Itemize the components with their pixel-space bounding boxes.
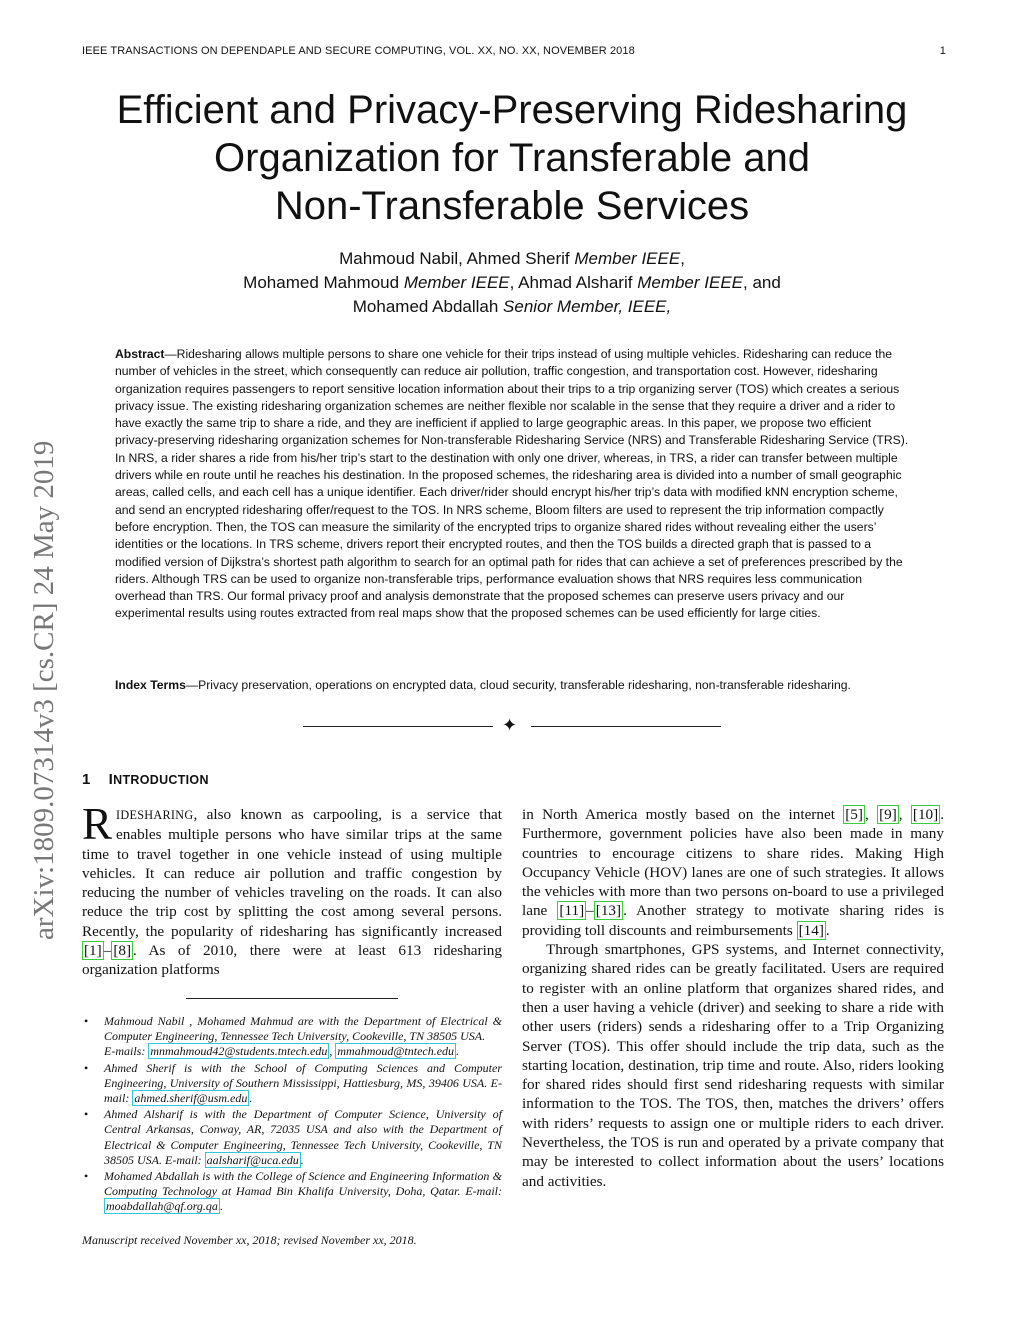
citation-link[interactable]: [5] — [845, 806, 863, 823]
body-right-column — [522, 805, 944, 1191]
index-terms-label: Index Terms — [115, 678, 186, 692]
dropcap: R — [82, 799, 113, 849]
body-left-column — [82, 799, 502, 980]
page-number: 1 — [939, 45, 946, 57]
email-link[interactable]: aalsharif@uca.edu — [206, 1152, 299, 1167]
abstract — [115, 346, 911, 623]
journal-name: IEEE TRANSACTIONS ON DEPENDAPLE AND SECURE COMPUTING, VOL. XX, NO. XX, NOVEMBER 2018 — [82, 45, 635, 57]
smallcaps-lead: IDESHARING — [116, 808, 194, 822]
bullet-icon: • — [84, 1014, 89, 1028]
intro-paragraph-1: RIDESHARING, also known as carpooling, is a service that enables multiple persons who have similar trips at the same time to travel together in one vehicle instead of using multiple vehicles. It can reduce air pollution and traffic congestion by reducing the number of vehicles traveling on the roads. It can also reduce the trip cost by splitting the cost among several persons. Recently, the popularity of ridesharing has significantly increased [1] – [8] . As of 2010, there were at least 613 ridesharing organization platforms — [82, 799, 502, 979]
author-list — [82, 247, 942, 319]
abstract-text: —Ridesharing allows multiple persons to share one vehicle for their trips instead of using multiple vehicles. Ridesharing can reduce the number of vehicles in the street, which consequently can reduce air pollution, traffic congestion, and transportation cost. However, ridesharing organization requires passengers to report sensitive location information about their trips to a trip organizing server (TOS) which creates a serious privacy issue. The existing ridesharing organization schemes are neither flexible nor scalable in the sense that they require a driver and a rider to have exactly the same trip to share a ride, and they are inefficient if applied to large geographic areas. In this paper, we propose two efficient privacy-preserving ridesharing organization schemes for Non-transferable Ridesharing Service (NRS) and Transferable Ridesharing Service (TRS). In NRS, a rider shares a ride from his/her trip’s start to the destination with only one driver, whereas, in TRS, a rider can transfer between multiple drivers while en route until he reaches his destination. In the proposed schemes, the ridesharing area is divided into a number of small geographic areas, called cells, and each cell has a unique identifier. Each driver/rider should encrypt his/her trip’s data with modified kNN encryption scheme, and send an encrypted ridesharing offer/request to the TOS. In NRS scheme, Bloom filters are used to represent the trip information compactly before encryption. Then, the TOS can measure the similarity of the encrypted trips to organize shared rides without revealing either the users’ identities or the locations. In TRS scheme, drivers report their encrypted routes, and then the TOS builds a directed graph that is passed to a modified version of Dijkstra’s shortest path algorithm to search for an optimal path for rides that can achieve a set of preferences prescribed by the riders. Although TRS can be used to organize non-transferable trips, performance evaluation shows that NRS requires less communication overhead than TRS. Our formal privacy proof and analysis demonstrate that the proposed schemes can preserve users privacy and our experimental results using routes extracted from real maps show that the proposed schemes can be used efficiently for large cities. — [115, 347, 909, 621]
author-line-3: Mohamed Abdallah Senior Member, IEEE, — [352, 297, 672, 316]
footnote-rule — [186, 998, 398, 999]
citation-link[interactable]: [14] — [798, 921, 824, 939]
separator-star-icon: ✦ — [502, 715, 518, 735]
section-title-initial: I — [108, 771, 114, 788]
title-line-2: Organization for Transferable and — [214, 136, 810, 180]
index-terms — [115, 677, 911, 694]
footnote-affiliation-2: • Ahmed Sherif is with the School of Computing Sciences and Computer Engineering, University of Southern Mississippi, Hattiesburg, MS, 39406 USA. E-mail: ahmed.sherif@usm.edu . — [84, 1060, 502, 1106]
abstract-label: Abstract — [115, 347, 165, 361]
citation-link[interactable]: [13] — [595, 902, 622, 920]
citation-link[interactable]: [8] — [113, 942, 132, 960]
title-line-1: Efficient and Privacy-Preserving Ridesharing — [116, 88, 908, 132]
citation-link[interactable]: [9] — [879, 806, 897, 823]
citation-link[interactable]: [11] — [559, 902, 585, 920]
arxiv-stamp: arXiv:1809.07314v3 [cs.CR] 24 May 2019 — [28, 440, 60, 940]
author-line-2: Mohamed Mahmoud Member IEEE, Ahmad Alsharif Member IEEE, and — [243, 273, 781, 292]
index-terms-text: —Privacy preservation, operations on encrypted data, cloud security, transferable ridesharing, non-transferable ridesharing. — [185, 678, 851, 692]
footnote-affiliation-1: • Mahmoud Nabil , Mohamed Mahmud are with the Department of Electrical & Computer Engineering, Tennessee Tech University, Cookeville, TN 38505 USA. E-mails: mnmahmoud42@students.tntech.edu , mmahmoud@tntech.edu . — [84, 1014, 502, 1059]
footnote-affiliation-4: • Mohamed Abdallah is with the College of Science and Engineering Information & Computing Technology at Hamad Bin Khalifa University, Doha, Qatar. E-mail: moabdallah@qf.org.qa . — [84, 1169, 502, 1214]
citation-link[interactable]: [1] — [84, 942, 102, 960]
email-link[interactable]: moabdallah@qf.org.qa — [106, 1199, 218, 1214]
paper-title — [82, 86, 942, 230]
bullet-icon: • — [84, 1169, 89, 1184]
email-link[interactable]: mmahmoud@tntech.edu — [337, 1044, 455, 1059]
bullet-icon: • — [84, 1060, 89, 1075]
footnote-affiliation-3: • Ahmed Alsharif is with the Department of Computer Science, University of Central Arkansas, Conway, AR, 72035 USA and also with the Department of Electrical & Computer Engineering, Tennessee Tech University, Cookeville, TN 38505 USA. E-mail: aalsharif@uca.edu . — [84, 1107, 502, 1167]
separator-right-rule — [531, 726, 721, 727]
section-title-rest: NTRODUCTION — [113, 773, 209, 787]
section-number: 1 — [82, 771, 91, 788]
footnotes — [82, 1014, 502, 1216]
intro-paragraph-1-cont: in North America mostly based on the internet [5] , [9] , [10] . Furthermore, government policies have also been made in many countries to encourage citizens to share rides. Making High Occupancy Vehicle (HOV) lanes are one of such strategies. It allows the vehicles with more than two persons on-board to use a privileged lane [11] – [13] . Another strategy to motivate sharing rides is providing toll discounts and reimbursements [14] . — [522, 806, 945, 939]
email-link[interactable]: mnmahmoud42@students.tntech.edu — [150, 1044, 328, 1059]
bullet-icon: • — [84, 1107, 89, 1122]
separator-left-rule — [303, 726, 493, 727]
title-line-3: Non-Transferable Services — [274, 184, 750, 228]
email-link[interactable]: ahmed.sherif@usm.edu — [134, 1091, 248, 1106]
manuscript-note: Manuscript received November xx, 2018; revised November xx, 2018. — [82, 1233, 417, 1247]
section-heading — [82, 771, 209, 788]
intro-paragraph-2: Through smartphones, GPS systems, and Internet connectivity, organizing shared rides can be greatly facilitated. Users are required to register with an online platform that organizes shared rides, and then a user having a vehicle (driver) and seeking to share a ride with other users (riders) sends a ridesharing offer to a Trip Organizing Server (TOS). This offer should include the trip data, such as the starting location, destination, trip time and route. Also, riders looking for shared rides should first send ridesharing requests with similar information to the TOS. The TOS, then, matches the drivers’ offers with riders’ requests to assign one or multiple riders to each driver. Nevertheless, the TOS is run and operated by a private company that may be interested to collect information about the users’ locations and activities. — [522, 941, 944, 1190]
citation-link[interactable]: [10] — [912, 806, 939, 823]
running-header — [82, 45, 946, 57]
author-line-1: Mahmoud Nabil, Ahmed Sherif Member IEEE, — [339, 249, 685, 268]
